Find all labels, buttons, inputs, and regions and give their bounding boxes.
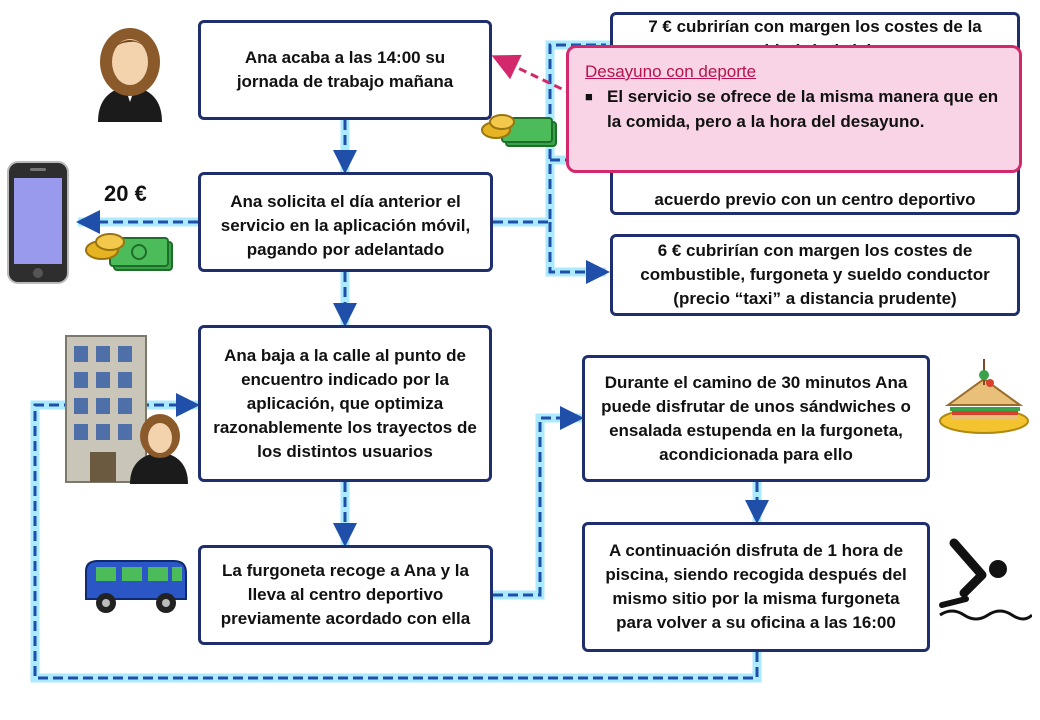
van-icon xyxy=(82,555,190,617)
woman-avatar-icon xyxy=(88,22,172,122)
sandwich-icon xyxy=(938,355,1030,435)
smartphone-icon xyxy=(6,160,70,285)
price-label: 20 € xyxy=(104,181,147,206)
step-journey-text: Durante el camino de 30 minutos Ana puede disfrutar de unos sándwiches o ensalada estupenda en la furgoneta, acondicionada para ello xyxy=(601,372,911,464)
bullet-icon: ■ xyxy=(585,89,593,104)
step-pickup-text: La furgoneta recoge a Ana y la lleva al centro deportivo previamente acordado con ella xyxy=(220,561,471,628)
callout-item-text: El servicio se ofrece de la misma manera que en la comida, pero a la hora del desayuno. xyxy=(607,87,999,131)
step-request-text: Ana solicita el día anterior el servicio en la aplicación móvil, pagando por adelantado xyxy=(220,192,471,259)
step-pool-box xyxy=(582,522,930,652)
step-meetpoint-box xyxy=(198,325,492,482)
callout-breakfast-sport xyxy=(566,45,1022,173)
swimmer-icon xyxy=(936,535,1032,621)
step-meetpoint-text: Ana baja a la calle al punto de encuentro indicado por la aplicación, que optimiza razonablemente los trayectos de los distintos usuarios xyxy=(213,345,477,461)
money-icon xyxy=(84,228,176,274)
step-start-text: Ana acaba a las 14:00 su jornada de trabajo mañana xyxy=(236,48,454,91)
step-pickup-box xyxy=(198,545,493,645)
step-request-box xyxy=(198,172,493,272)
connector-request-cost-transport xyxy=(550,222,604,272)
cost-food-tail-text: acuerdo previo con un centro deportivo xyxy=(654,190,976,209)
cost-transport-box xyxy=(610,234,1020,316)
building-icon xyxy=(60,328,190,484)
cost-transport-text: 6 € cubrirían con margen los costes de combustible, furgoneta y sueldo conductor (precio “taxi” a distancia prudente) xyxy=(640,241,990,308)
step-pool-text: A continuación disfruta de 1 hora de piscina, siendo recogida después del mismo sitio por la misma furgoneta para volver a su oficina a las 16:00 xyxy=(605,541,907,632)
money-icon xyxy=(480,110,560,152)
step-start-box xyxy=(198,20,492,120)
cost-food-text: 7 € cubrirían con margen los costes de la xyxy=(648,17,982,36)
callout-title: Desayuno con deporte xyxy=(585,62,757,81)
step-journey-box xyxy=(582,355,930,482)
callout-item xyxy=(585,84,1005,134)
